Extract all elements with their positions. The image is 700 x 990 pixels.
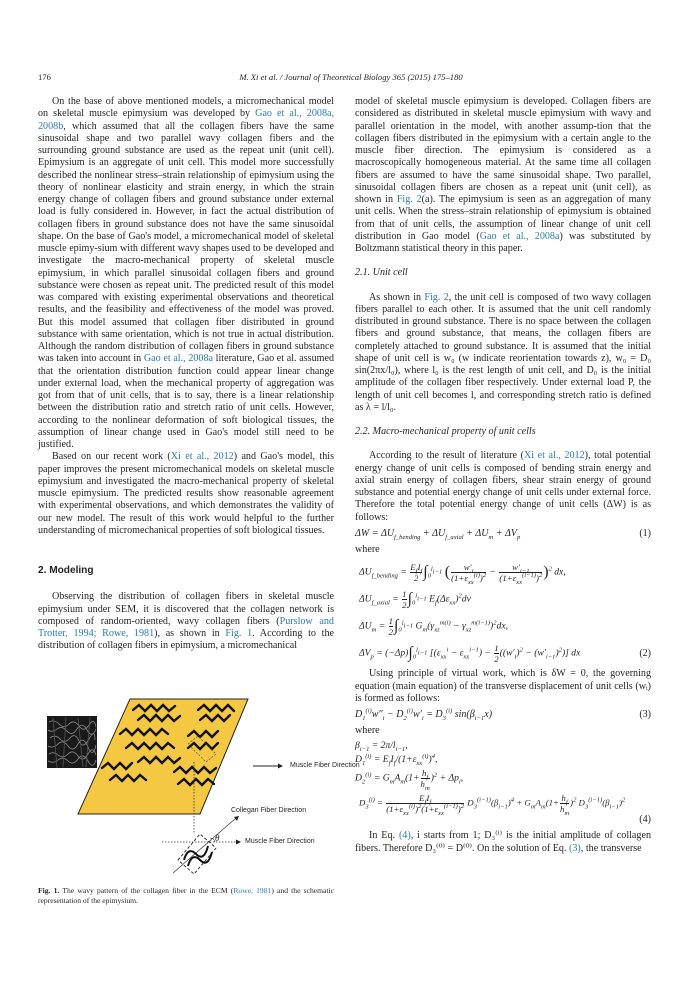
text: (a). The epimysium is seen as an aggregation of many unit cells. When the stress–strain relationship of epimysium is obtained from that of unit cells, the assumption of linear change of unit cell distribution in Gao model (: [355, 194, 652, 242]
text: . According to the distribution of collagen fibers in epimysium, a micromechanical: [38, 628, 334, 652]
equation-2a: $\Delta U_{f\_bending}$ = $\frac{E_fI_f}{2}$ $\int_0^{l_{i-1}}$ ( $\frac{w'_i}{(1+\varepsilon_{xx}^{(i)})^2}$ − $\frac{w'_{i-1}}{(1+\varepsilon_{xx}^{(i-1)})^2}$ )$^2$ dx,: [359, 562, 566, 586]
citation-link[interactable]: Gao et al., 2008a: [143, 353, 213, 365]
citation-link[interactable]: Rowe, 1981: [233, 886, 272, 895]
equation-number: (2): [639, 647, 651, 659]
paragraph: Using principle of virtual work, which is δW = 0, the governing equation (main equation) of the transverse displacement of unit cells (wᵢ) is formed as follows:: [355, 668, 651, 704]
text: According to the result of literature (: [369, 450, 524, 462]
epimysium-plane: [78, 699, 248, 814]
figure-link[interactable]: Fig. 1: [225, 628, 253, 639]
running-head: [38, 72, 664, 86]
text: In Eq.: [369, 830, 399, 842]
figure-caption: [38, 886, 334, 906]
label-muscle-fiber-direction-top: Muscle Fiber Direction: [290, 762, 360, 769]
citation-link[interactable]: Gao et al., 2008a, 2008b: [38, 108, 334, 132]
section-heading: 2. Modeling: [38, 565, 94, 576]
text: On the base of above mentioned models, a micromechanical model on skeletal muscle epimysium was developed by: [38, 96, 334, 120]
where-label: where: [355, 544, 380, 555]
text: ) was substituted by Boltzmann statistical theory in this paper.: [355, 230, 652, 254]
equation-number: (3): [639, 709, 651, 720]
epimysium-schematic: [38, 698, 334, 876]
page-number: 176: [38, 72, 51, 82]
equation-1: $\Delta W = \Delta U_{f\_bending} + \Delta U_{f\_axial} + \Delta U_m + \Delta V_p$ (1): [355, 527, 651, 541]
caption-label: Fig. 1.: [38, 886, 60, 895]
text: , i starts from 1; D₃⁽ⁱ⁾ is the initial amplitude of collagen fibers. Therefore D₃⁽⁰⁾ = D⁽⁰⁾. On the solution of Eq.: [355, 830, 651, 854]
equation-2b: $\Delta U_{f\_axial}$ = $\frac{1}{2}$ $\int_0^{l_{i-1}}$ $E_f(\Delta\varepsilon_{xx})^2dv$: [359, 589, 471, 611]
text: , the unit cell is composed of two wavy collagen fibers parallel to each other. It is assumed that the unit cell randomly distributed in ground substance. There is no space between the collagen fibers and ground substance, that means, the collagen fibers are completely attached to ground substance. It is assumed that the initial shape of unit cell is w₀ (w indicate reorientation towards z), w₀ = D₀ sin(2πx/l₀), where l₀ is the rest length of unit cell, and D₀ is the initial amplitude of the collagen fiber respectively. Under external load P, the length of unit cell becomes l, and corresponding stretch ratio is defined as λ = l/l₀.: [355, 291, 651, 413]
theta-angle-label: θ: [215, 833, 220, 843]
paragraph: [355, 96, 651, 255]
label-muscle-fiber-direction-bottom: Muscle Fiber Direction: [245, 838, 315, 845]
paragraph: [38, 96, 334, 451]
equation-2d: $\Delta V_p = (-\Delta p)\int_0^{l_{i-1}}$ [$(\varepsilon_{xx}^i - \varepsilon_{xx}^{i-1})$ − $\frac{1}{2}$ $((w'_i)^2 - (w'_{i-1})^2)$] dx (2): [359, 643, 651, 665]
text: Observing the distribution of collagen fibers in skeletal muscle epimysium under SEM, it is discovered that the collagen network is composed of random-oriented, wavy collagen fibers (: [38, 591, 334, 627]
paragraph: [38, 591, 334, 652]
paragraph: [355, 292, 651, 415]
citation-link[interactable]: Xi et al., 2012: [170, 451, 234, 463]
paragraph: [355, 830, 651, 855]
equation-link[interactable]: (3): [569, 842, 581, 854]
subsection-heading: 2.1. Unit cell: [355, 267, 408, 279]
citation-link[interactable]: Gao et al., 2008a: [479, 230, 560, 242]
figure-link[interactable]: Fig. 2: [396, 194, 422, 205]
text: literature, Gao et al. assumed that the orientation distribution function could appear linear change under external load, when the mechanical property of aggregation was got from that of unit cells, that is to say, there is a linear relationship between the distribution ratio and stretch ratio of unit cells. However, according to the nonlinear deformation of soft biological tissues, the assumption of linear change used in Gao's model still need to be justified.: [38, 353, 334, 450]
text: As shown in: [369, 291, 425, 303]
equation-beta: $\beta_{i-1} = 2\pi/l_{i-1}$,: [355, 739, 408, 753]
paragraph: [38, 451, 334, 537]
figure-1: [38, 698, 360, 876]
label-collagen-fiber-direction: Collegan Fiber Direction: [231, 807, 307, 814]
equation-d2: $D_2^{(i)} = G_mA_m(1+$ $\frac{h_f}{h_m}$ )$^2 + \Delta p_i$,: [355, 768, 464, 792]
text: The wavy pattern of the collagen fiber in the ECM (: [59, 886, 234, 895]
equation-number: (1): [639, 527, 651, 539]
equation-number: (4): [639, 814, 651, 825]
paragraph: [355, 450, 651, 524]
equation-link[interactable]: (4): [398, 830, 411, 842]
text: ) and Gao's model, this paper improves the present micromechanical models on skeletal muscle epimysium and investigated the macro-mechanical property of skeletal muscle epimysium. The predicted results show reasonable agreement with experimental observations, and which demonstrates the validity of our new model. The result of this work would helpful to the further understanding of micromechanical properties of soft biological tissues.: [38, 451, 334, 536]
equation-d3: $D_3^{(i)}$ = $\frac{E_fI_f}{(1+\varepsilon_{xx}^{(i)})^2(1+\varepsilon_{xx}^{(i-1)})^2}$ $D_3^{(i-1)}(\beta_{i-1})^4 + G_mA_m(1+$ $\frac{h_f}{h_m}$ )$^2$ $D_3^{(i-1)}(\beta_{i-1})^2$: [359, 793, 626, 817]
where-label: where: [355, 725, 380, 737]
figure-link[interactable]: Fig. 2: [424, 291, 449, 303]
equation-3: $D_1^{(i)}w''_i - D_2^{(i)}w'_i = D_3^{(i)}$ $\sin(\beta_{i-1}x)$ (3): [355, 707, 651, 722]
text: , the transverse: [580, 842, 642, 854]
citation-link[interactable]: Xi et al., 2012: [523, 450, 585, 462]
equation-2c: $\Delta U_m$ = $\frac{1}{2}$ $\int_0^{l_{i-1}}$ $G_m(\gamma_{xz}^{m(i)} - \gamma_{xz}^{m(i-1)})^2dx$,: [359, 616, 508, 638]
text: ), total potential energy change of unit cells is composed of bending strain energy and axial strain energy of collagen fibers, shear strain energy of ground substance and potential energy change of unit cells under external force. Therefore the total potential energy change of unit cells (ΔW) is as follows:: [355, 450, 651, 523]
citation-link[interactable]: Purslow and Trotter, 1994; Rowe, 1981: [38, 615, 334, 639]
equation-d1: $D_1^{(i)} = E_fI_f/(1+\varepsilon_{xx}^{(i)})^4$,: [355, 752, 438, 767]
sem-micrograph: [47, 716, 97, 768]
journal-citation: M. Xi et al. / Journal of Theoretical Biology 365 (2015) 175–180: [239, 72, 463, 82]
text: ), as shown in: [154, 628, 226, 639]
text: Based on our recent work (: [52, 451, 171, 463]
right-column: [355, 96, 651, 855]
unit-cell-fibers: [184, 846, 212, 866]
text: ) and the schematic representation of the epimysium.: [38, 886, 334, 905]
text: , which assumed that all the collagen fibers have the same sinusoidal shape and two parallel wavy collagen fibers and the surrounding ground substance are used as the repeat unit (unit cell). Epimysium is an aggregate of unit cell. This model more successfully described the nonlinear stress–strain relationship of epimysium using the theory of nonlinear elasticity and strain energy, in which the strain energy change of collagen fibers and ground substance under external load is fully considered in. However, in fact the actual distribution of collagen fibers in ground substance does not have the same sinusoidal shape. On the base of Gao's model, a micromechanical model of skeletal muscle epimy-sium with different wavy shapes used to be developed and investigate the macro-mechanical property of skeletal muscle epimysium, in which parallel sinusoidal collagen fibers and ground substance were chosen as repeat unit. The predicted result of this model was compared with existing experimental observations and theoretical results, and the feasibility and effectiveness of the model was proved. But this model assumed that collagen fiber distributed in ground substance with same orientation, which is not true in actual distribution. Although the random distribution of collagen fibers in ground substance was taken into account in: [38, 120, 334, 365]
text: model of skeletal muscle epimysium is developed. Collagen fibers are considered as distributed in skeletal muscle epimysium with wavy and parallel orientation in the model, with another assump-tion that the collagen fibers distributed in the epimysium with a certain angle to the muscle fiber direction. The epimysium is considered as a macroscopically homogeneous material. At the same time all collagen fibers are assumed to have the same sinusoidal shape. Two parallel, sinusoidal collagen fibers are chosen as a repeat unit (unit cell), as shown in: [355, 96, 651, 205]
subsection-heading: 2.2. Macro-mechanical property of unit cells: [355, 426, 536, 437]
left-column: [38, 96, 334, 653]
